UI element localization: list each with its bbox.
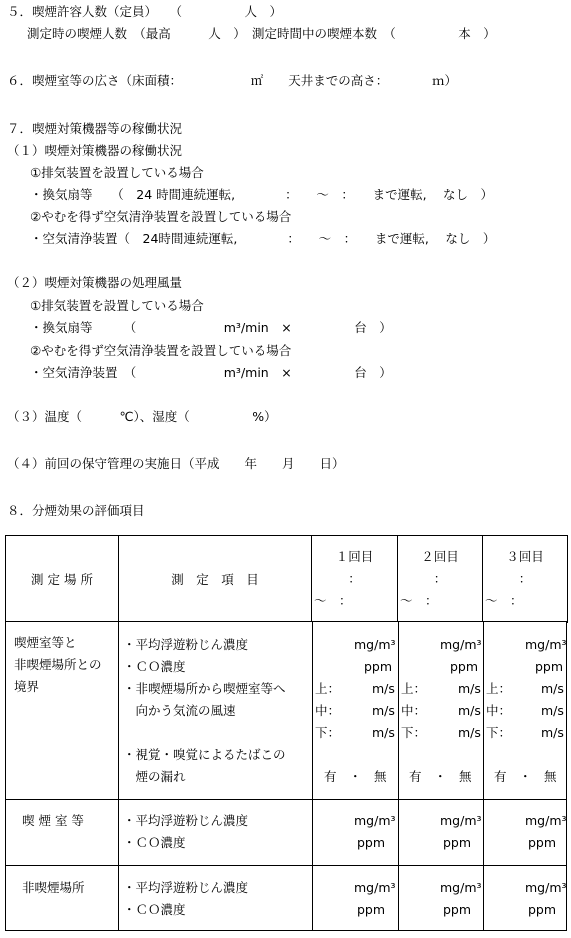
- section5-line1: ５．喫煙許容人数（定員） （ 人 ）: [7, 4, 283, 19]
- row1-item-wind-1: ・非喫煙場所から喫煙室等へ: [123, 681, 286, 696]
- header-place-cell: [6, 536, 119, 623]
- row2-place: 喫 煙 室 等: [22, 813, 84, 828]
- row1-r2-wind-top: 上：: [401, 681, 427, 696]
- row2-item-dust: ・平均浮遊粉じん濃度: [123, 813, 249, 828]
- row2-r2-dust-unit: mg/m³: [440, 813, 482, 828]
- header-round3-cell: [483, 536, 568, 623]
- row3-r2-dust-unit: mg/m³: [440, 880, 482, 895]
- row1-item-leak-2: 煙の漏れ: [123, 769, 186, 784]
- row1-r2-co-unit: ppm: [450, 659, 479, 674]
- row2-r2-co-unit: ppm: [443, 835, 472, 850]
- row1-r2-wind-mid: 中：: [401, 703, 427, 718]
- section7-p2-a-item: ・換気扇等 （ m³/min × 台 ）: [30, 320, 392, 335]
- header-round2: ２回目: [421, 549, 459, 564]
- header-item: 測 定 項 目: [171, 572, 259, 587]
- row3-r3-dust-unit: mg/m³: [525, 880, 567, 895]
- row1-r3-wind-top: 上：: [486, 681, 512, 696]
- row2-item-co: ・ＣＯ濃度: [123, 835, 186, 850]
- section5-line2: 測定時の喫煙人数 （最高 人 ） 測定時間中の喫煙本数 （ 本 ）: [27, 26, 496, 41]
- section7-p2-b: ②やむを得ず空気清浄装置を設置している場合: [30, 343, 292, 358]
- section8-title: ８．分煙効果の評価項目: [7, 503, 145, 518]
- row1-item-leak-1: ・視覚・嗅覚によるたばこの: [123, 747, 286, 762]
- row1-place-3: 境界: [14, 679, 40, 694]
- row3-r1-co-unit: ppm: [357, 902, 386, 917]
- row1-r1-dust-unit: mg/m³: [354, 637, 396, 652]
- row2-r3-dust-unit: mg/m³: [525, 813, 567, 828]
- row1-r2-leak: 有 ・ 無: [409, 769, 472, 784]
- row1-r1-wind-bot: 下：: [315, 725, 341, 740]
- header-round2-colon: ：: [433, 571, 447, 586]
- row1-r1-wind-bot-unit: m/s: [372, 725, 395, 740]
- row1-r1-wind-top-unit: m/s: [372, 681, 395, 696]
- row1-item-wind-2: 向かう気流の風速: [123, 703, 236, 718]
- row3-r1-dust-unit: mg/m³: [354, 880, 396, 895]
- header-round1-colon: ：: [348, 571, 361, 586]
- row1-r3-wind-mid-unit: m/s: [541, 703, 564, 718]
- row3-place: 非喫煙場所: [22, 880, 85, 895]
- row1-r3-wind-bot-unit: m/s: [541, 725, 564, 740]
- row1-r2-wind-top-unit: m/s: [458, 681, 481, 696]
- section7-p4: （４）前回の保守管理の実施日（平成 年 月 日）: [7, 456, 345, 471]
- header-round3-range: ～ ：: [485, 593, 523, 608]
- row2-r1-co-unit: ppm: [357, 835, 386, 850]
- header-round1-cell: [312, 536, 398, 623]
- row1-r1-wind-mid-unit: m/s: [372, 703, 395, 718]
- header-round1-range: ～ ：: [314, 593, 352, 608]
- section6-line: ６．喫煙室等の広さ（床面積： ㎡ 天井までの高さ： ｍ）: [7, 73, 458, 88]
- header-round3: ３回目: [506, 549, 544, 564]
- row1-place-2: 非喫煙場所との: [14, 657, 102, 672]
- section7-p1-b-item: ・空気清浄装置（ 24時間連続運転, ： ～ ： まで運転, なし ）: [30, 231, 496, 246]
- row1-r2-dust-unit: mg/m³: [440, 637, 482, 652]
- row1-item-dust: ・平均浮遊粉じん濃度: [123, 637, 249, 652]
- section7-p2-b-item: ・空気清浄装置 （ m³/min × 台 ）: [30, 365, 392, 380]
- row2-r1-dust-unit: mg/m³: [354, 813, 396, 828]
- row1-r3-wind-mid: 中：: [486, 703, 512, 718]
- row1-r3-dust-unit: mg/m³: [525, 637, 567, 652]
- row3-item-co: ・ＣＯ濃度: [123, 902, 186, 917]
- section7-p1-a: ①排気装置を設置している場合: [30, 165, 204, 180]
- row1-r2-wind-mid-unit: m/s: [458, 703, 481, 718]
- header-round3-colon: ：: [518, 571, 532, 586]
- evaluation-table: [5, 535, 568, 623]
- row1-r3-co-unit: ppm: [535, 659, 564, 674]
- section7-p2-title: （２）喫煙対策機器の処理風量: [7, 275, 183, 290]
- row3-r3-co-unit: ppm: [528, 902, 557, 917]
- row1-r3-wind-bot: 下：: [486, 725, 512, 740]
- row1-r1-leak: 有 ・ 無: [324, 769, 387, 784]
- row1-r3-leak: 有 ・ 無: [494, 769, 557, 784]
- row3-item-dust: ・平均浮遊粉じん濃度: [123, 880, 249, 895]
- header-place: 測 定 場 所: [31, 572, 93, 587]
- section7-p1-a-item: ・換気扇等 （ 24 時間連続運転, ： ～ ： まで運転, なし ）: [30, 187, 494, 202]
- section7-p3: （３）温度（ ℃）、湿度（ %）: [7, 409, 277, 424]
- row1-r1-wind-mid: 中：: [315, 703, 341, 718]
- row1-r1-wind-top: 上：: [315, 681, 341, 696]
- row2-r3-co-unit: ppm: [528, 835, 557, 850]
- header-round1: １回目: [335, 549, 374, 564]
- table-body: [5, 621, 567, 931]
- header-item-cell: [119, 536, 312, 623]
- row1-r1-co-unit: ppm: [364, 659, 393, 674]
- header-round2-range: ～ ：: [400, 593, 438, 608]
- table-header-row: [6, 536, 568, 623]
- header-round2-cell: [398, 536, 483, 623]
- section7-title: ７．喫煙対策機器等の稼働状況: [7, 121, 183, 136]
- row1-r2-wind-bot-unit: m/s: [458, 725, 481, 740]
- row3-r2-co-unit: ppm: [443, 902, 472, 917]
- row1-item-co: ・ＣＯ濃度: [123, 659, 186, 674]
- row1-r2-wind-bot: 下：: [401, 725, 427, 740]
- section7-p1-b: ②やむを得ず空気清浄装置を設置している場合: [30, 209, 292, 224]
- row1-r3-wind-top-unit: m/s: [541, 681, 564, 696]
- section7-p1-title: （１）喫煙対策機器の稼働状況: [7, 143, 183, 158]
- row1-place-1: 喫煙室等と: [14, 635, 77, 650]
- section7-p2-a: ①排気装置を設置している場合: [30, 298, 204, 313]
